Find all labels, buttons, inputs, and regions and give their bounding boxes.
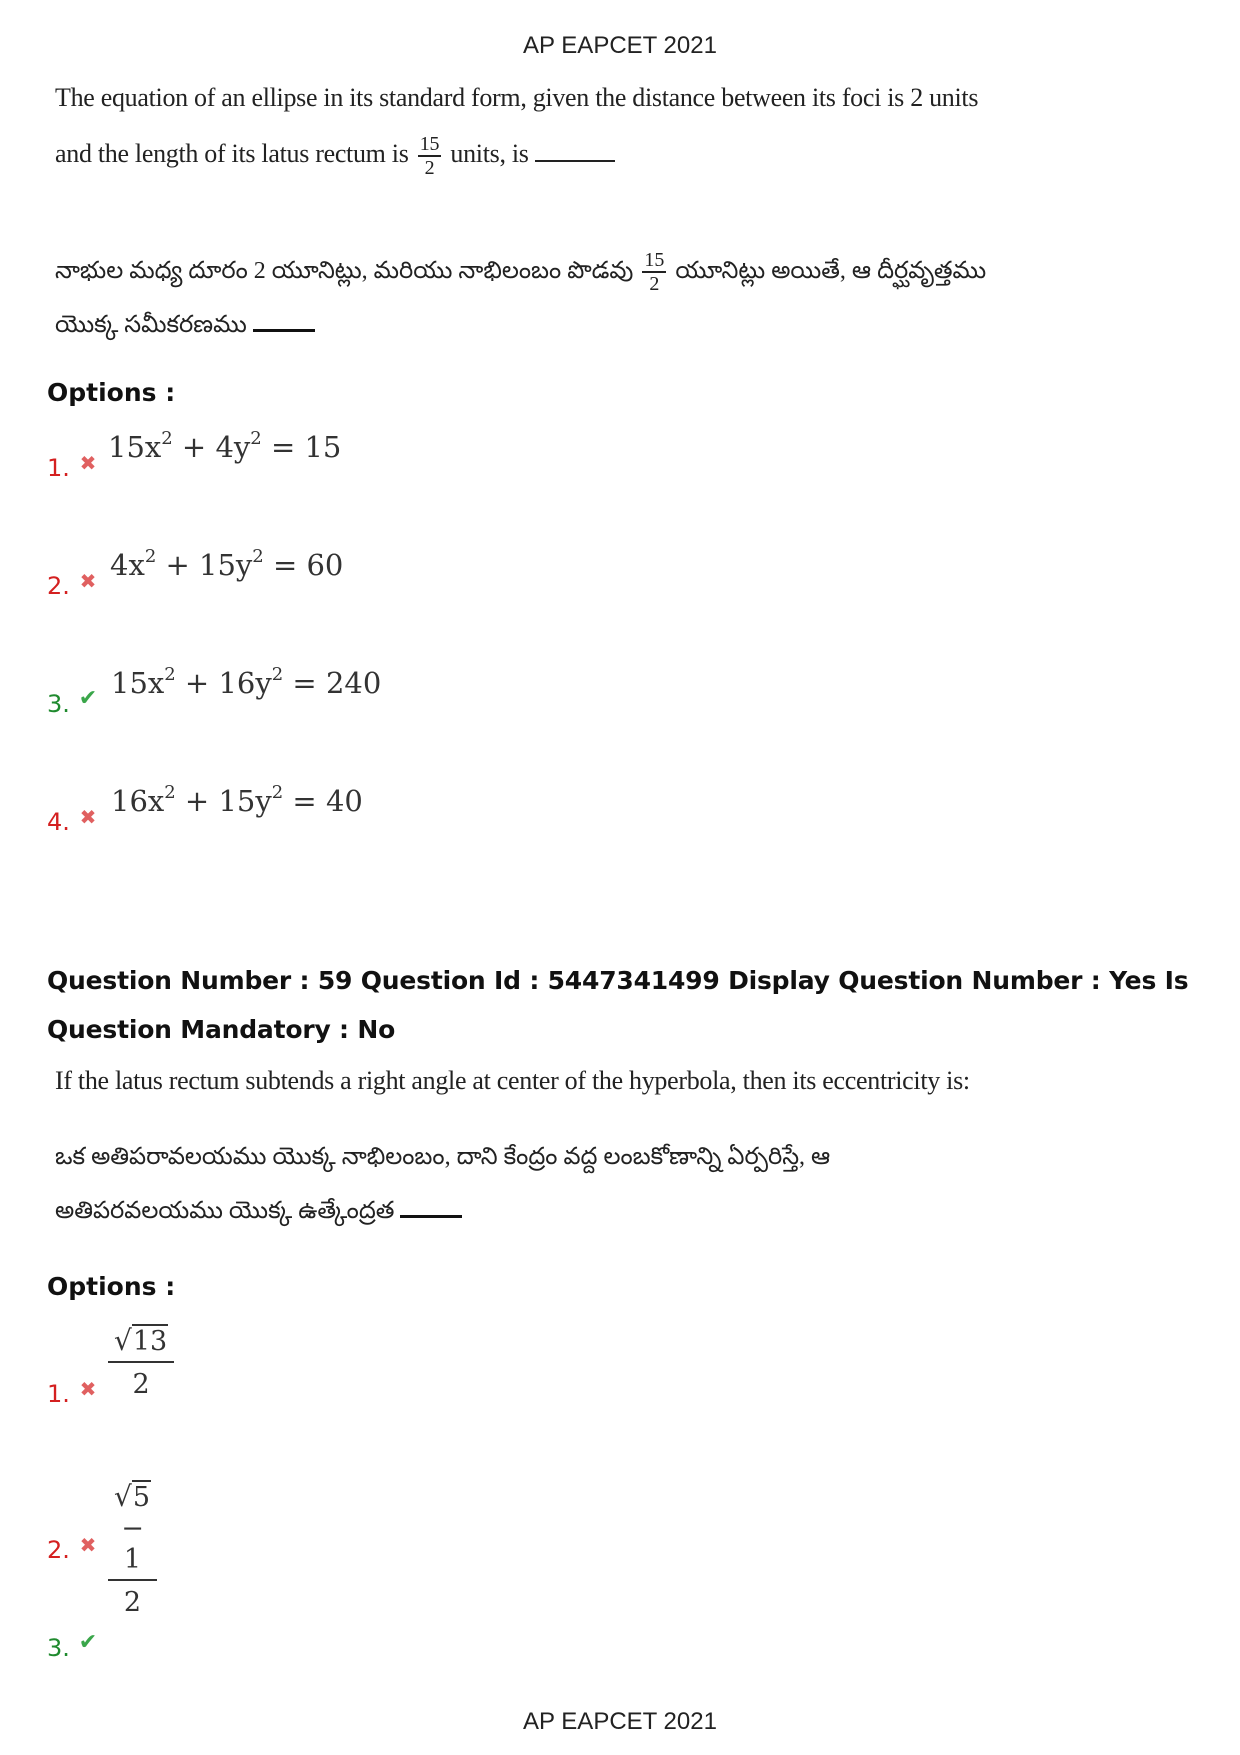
cross-mark-icon: ✖ xyxy=(79,1533,97,1557)
option-equation: $16x^2 + 15y^2 = 40$ xyxy=(111,782,363,818)
option-number: 2. xyxy=(47,1536,70,1564)
question-text-telugu xyxy=(55,1130,830,1238)
option-number: 3. xyxy=(47,1634,70,1662)
page-header: AP EAPCET 2021 xyxy=(523,32,717,59)
options-label: Options : xyxy=(47,1272,176,1301)
question-line-1: The equation of an ellipse in its standard form, given the distance between its foci is 2 units xyxy=(55,83,979,112)
cross-mark-icon: ✖ xyxy=(79,1377,97,1401)
question-meta: Question Number : 59 Question Id : 5447341499 Display Question Number : Yes Is Question Mandatory : No xyxy=(47,966,1189,1044)
option-fraction: $\frac{√5 - 1}{2}$ xyxy=(108,1478,157,1618)
question-text-english: If the latus rectum subtends a right angle at center of the hyperbola, then its eccentricity is: xyxy=(55,1066,970,1095)
option-number: 4. xyxy=(47,808,70,836)
cross-mark-icon: ✖ xyxy=(79,451,97,475)
answer-blank xyxy=(253,325,315,332)
check-mark-icon: ✔ xyxy=(78,686,98,711)
answer-blank xyxy=(400,1211,462,1218)
telugu-line-1: ఒక అతిపరావలయము యొక్క నాభిలంబం, దాని కేంద్రం వద్ద లంబకోణాన్ని ఏర్పరిస్తే, ఆ xyxy=(55,1144,831,1170)
page-footer: AP EAPCET 2021 xyxy=(523,1708,717,1735)
fraction: $\frac{15}{2}$ xyxy=(419,133,440,180)
check-mark-icon: ✔ xyxy=(78,1630,98,1655)
fraction: $\frac{15}{2}$ xyxy=(644,249,665,296)
option-number: 1. xyxy=(47,454,70,482)
option-number: 3. xyxy=(47,690,70,718)
option-equation: $15x^2 + 4y^2 = 15$ xyxy=(108,428,342,464)
telugu-line-2: యొక్క సమీకరణము xyxy=(55,298,986,352)
option-fraction: $\frac{√13}{2}$ xyxy=(108,1322,174,1400)
option-number: 2. xyxy=(47,572,70,600)
option-equation: $4x^2 + 15y^2 = 60$ xyxy=(110,546,344,582)
question-text-telugu xyxy=(55,244,986,352)
question-text-english xyxy=(55,70,978,182)
answer-blank xyxy=(535,156,615,162)
cross-mark-icon: ✖ xyxy=(79,569,97,593)
option-number: 1. xyxy=(47,1380,70,1408)
option-equation: $15x^2 + 16y^2 = 240$ xyxy=(111,664,382,700)
cross-mark-icon: ✖ xyxy=(79,805,97,829)
question-line-2: and the length of its latus rectum is $\frac{15}{2}$ units, is xyxy=(55,126,978,182)
telugu-line-2: అతిపరవలయము యొక్క ఉత్కేంద్రత xyxy=(55,1184,830,1238)
telugu-line-1: నాభుల మధ్య దూరం 2 యూనిట్లు, మరియు నాభిలంబం పొడవు $\frac{15}{2}$ యూనిట్లు అయితే, ఆ దీర్ఘవృత్తము xyxy=(55,249,987,296)
options-label: Options : xyxy=(47,378,176,407)
